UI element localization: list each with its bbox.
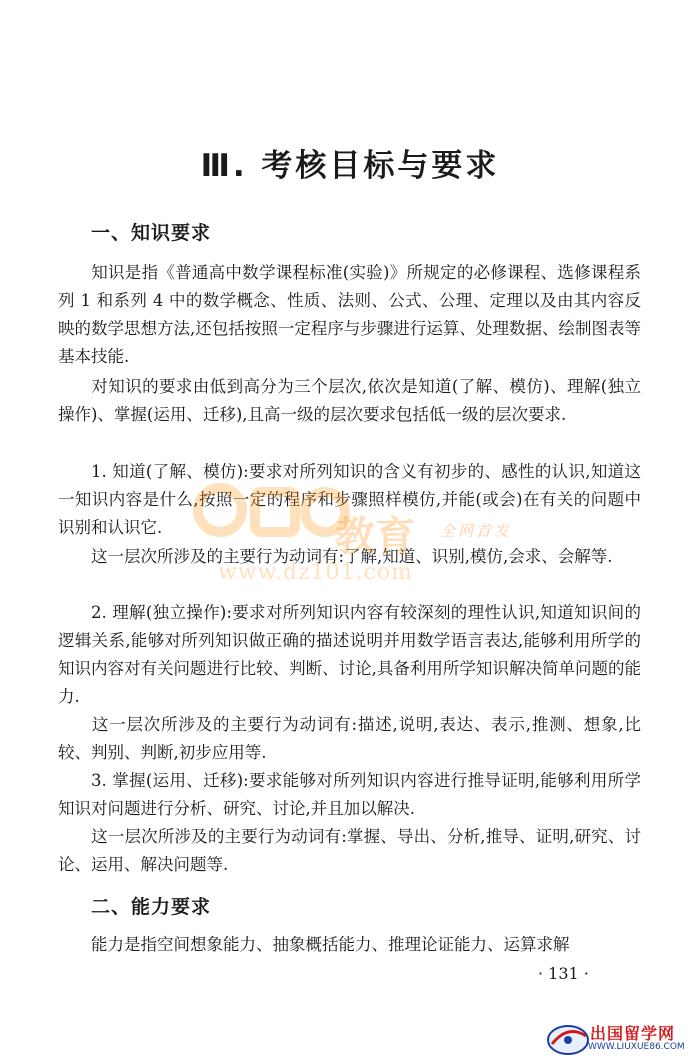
paragraph-text: 这一层次所涉及的主要行为动词有:掌握、导出、分析,推导、证明,研究、讨论、运用、解决问题等. — [58, 827, 641, 874]
paragraph-text: 这一层次所涉及的主要行为动词有:了解,知道、识别,模仿,会求、会解等. — [91, 547, 613, 566]
paragraph-text: 知识是指《普通高中数学课程标准(实验)》所规定的必修课程、选修课程系列 1 和系列 4 中的数学概念、性质、法则、公式、公理、定理以及由其内容反映的数学思想方法,还包括按照一定程序与步骤进行运算、处理数据、绘制图表等基本技能. — [58, 263, 641, 366]
watermark-url: www.dz101.com — [218, 560, 413, 585]
page-number: · 131 · — [538, 964, 589, 983]
site-url: WWW.LIUXUE86.COM — [588, 1042, 685, 1052]
paragraph-text: 1. 知道(了解、模仿):要求对所列知识的含义有初步的、感性的认识,知道这一知识内容是什么,按照一定的程序和步骤照样模仿,并能(或会)在有关的问题中识别和认识它. — [58, 462, 641, 537]
paragraph-level-understand-verbs — [58, 711, 641, 767]
section-heading-ability: 二、能力要求 — [91, 896, 212, 918]
paragraph-level-understand — [58, 599, 641, 711]
section-heading-knowledge: 一、知识要求 — [91, 222, 212, 244]
paragraph-text: 2. 理解(独立操作):要求对所列知识内容有较深刻的理性认识,知道知识间的逻辑关系,能够对所列知识做正确的描述说明并用数学语言表达,能够利用所学的知识内容对有关问题进行比较、判断、讨论,具备利用所学知识解决简单问题的能力. — [58, 603, 641, 706]
paragraph-text: 这一层次所涉及的主要行为动词有:描述,说明,表达、表示,推测、想象,比较、判别、判断,初步应用等. — [58, 715, 641, 762]
paragraph-text: 3. 掌握(运用、迁移):要求能够对所列知识内容进行推导证明,能够利用所学知识对问题进行分析、研究、讨论,并且加以解决. — [58, 771, 641, 818]
paragraph-level-master-verbs — [58, 823, 641, 879]
watermark-brand: 教育 — [335, 514, 415, 560]
paragraph-level-master — [58, 767, 641, 823]
paragraph-knowledge-definition — [58, 259, 641, 371]
site-name: 出国留学网 — [590, 1024, 676, 1043]
paragraph-text: 能力是指空间想象能力、抽象概括能力、推理论证能力、运算求解 — [91, 935, 570, 954]
page-title: Ⅲ. 考核目标与要求 — [200, 148, 500, 184]
paragraph-text: 对知识的要求由低到高分为三个层次,依次是知道(了解、模仿)、理解(独立操作)、掌握(运用、迁移),且高一级的层次要求包括低一级的层次要求. — [58, 377, 641, 424]
paragraph-ability-definition — [58, 931, 641, 959]
watermark-tagline: 全网首发 — [440, 522, 513, 540]
paragraph-knowledge-levels — [58, 373, 641, 429]
